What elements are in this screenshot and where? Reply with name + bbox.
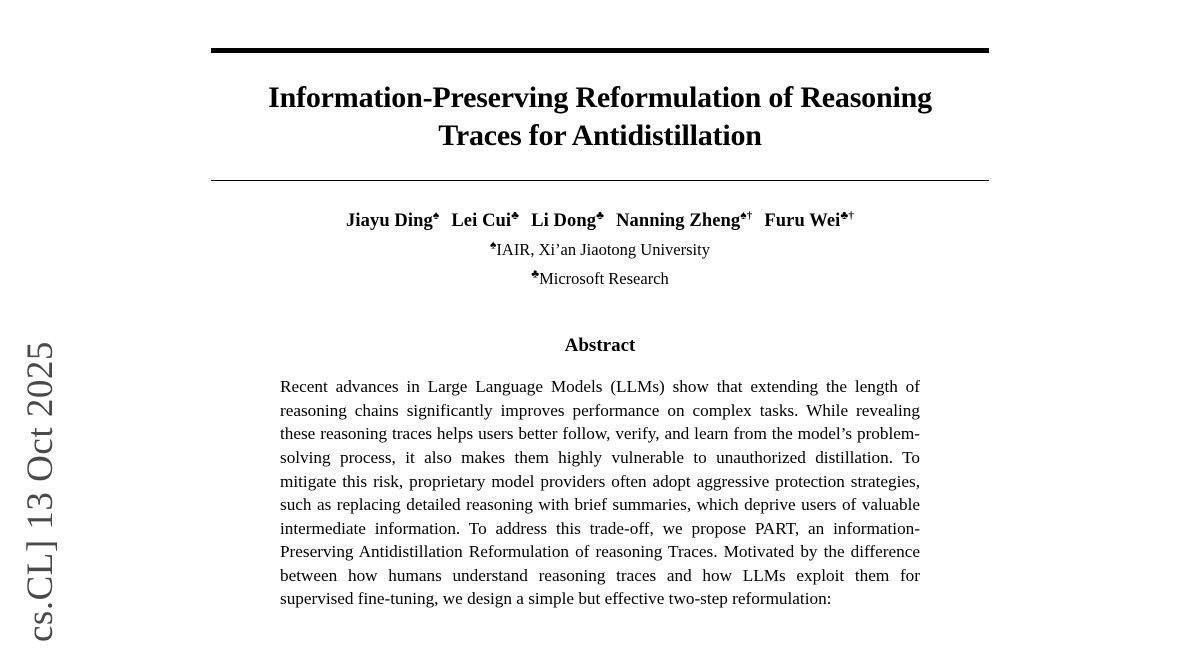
author-affil-mark: ♠ [740, 207, 747, 222]
author-corresponding-mark: † [746, 209, 753, 222]
author-affil-mark: ♣ [840, 207, 849, 222]
author-affil-mark: ♣ [596, 207, 605, 222]
author-entry [531, 207, 605, 231]
arxiv-stamp-text: cs.CL] 13 Oct 2025 [19, 341, 61, 642]
author-corresponding-mark: † [848, 209, 854, 222]
affiliation-mark: ♣ [531, 266, 540, 281]
author-name: Lei Cui [451, 210, 512, 231]
title-rule-top [211, 48, 989, 53]
abstract-text: Recent advances in Large Language Models (LLMs) show that extending the length of reasoning chains significantly improves performance on complex tasks. While revealing these reasoning traces helps users better follow, verify, and learn from the model’s problem-solving process, it also makes them highly vulnerable to unauthorized distillation. To mitigate this risk, proprietary model providers often adopt aggressive protection strategies, such as replacing detailed reasoning with brief summaries, which deprive users of valuable intermediate information. To address this trade-off, we propose PART, an information-Preserving Antidistillation Reformulation of reasoning Traces. Motivated by the difference between how humans understand reasoning traces and how LLMs exploit them for supervised fine-tuning, we design a simple but effective two-step reformulation: [280, 377, 920, 609]
author-affil-mark: ♠ [432, 207, 440, 222]
author-entry [346, 207, 440, 231]
paper-page [211, 0, 989, 648]
affiliation-text: IAIR, Xi’an Jiaotong University [496, 239, 710, 259]
author-name: Li Dong [531, 210, 597, 231]
affiliation-mark: ♠ [490, 237, 497, 252]
author-name: Nanning Zheng [616, 210, 741, 231]
affiliation-line [211, 268, 989, 290]
author-name: Jiayu Ding [346, 210, 433, 231]
affiliation-line [211, 239, 989, 261]
title-rule-bottom [211, 180, 989, 181]
author-name: Furu Wei [764, 210, 841, 231]
abstract-heading: Abstract [564, 335, 636, 357]
author-entry [451, 207, 520, 231]
arxiv-stamp [0, 0, 80, 648]
page-title: Information-Preserving Reformulation of Reasoning Traces for Antidistillation [268, 81, 932, 153]
author-entry [616, 207, 753, 231]
author-entry [764, 207, 854, 231]
author-affil-mark: ♣ [511, 207, 520, 222]
author-list [211, 207, 989, 232]
affiliation-text: Microsoft Research [539, 269, 669, 289]
